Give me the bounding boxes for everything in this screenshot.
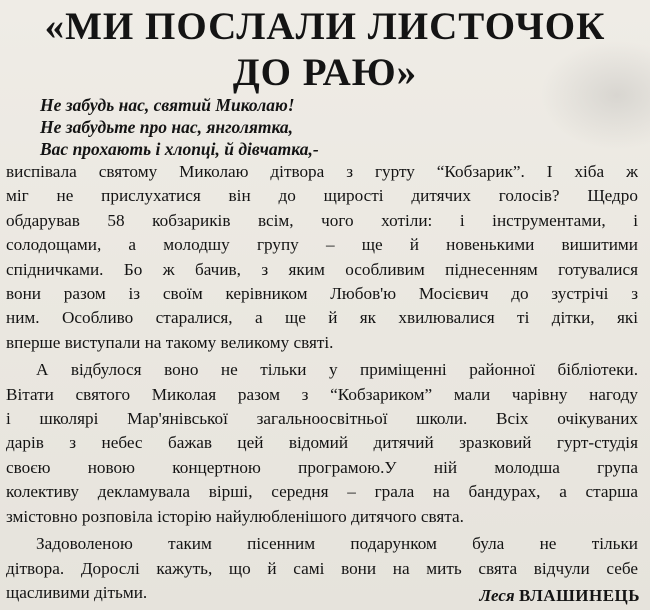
headline-line-1: «МИ ПОСЛАЛИ ЛИСТОЧОК — [44, 5, 606, 48]
text-line: міг не прислухатися він до щирості дитячих голосів? Щедро — [6, 186, 638, 206]
author-surname: ВЛАШИНЕЦЬ — [518, 586, 640, 605]
text-line: Вітати святого Миколая разом з “Кобзариком” мали чарівну нагоду — [6, 384, 638, 404]
text-line: солодощами, а молодшу групу – ще й новенькими вишитими — [6, 235, 638, 255]
author-signature — [479, 585, 640, 607]
poem-line: Не забудьте про нас, янголятка, — [40, 117, 294, 137]
headline-line-2: ДО РАЮ» — [232, 51, 418, 94]
article-headline — [0, 4, 650, 96]
text-line: виспівала святому Миколаю дітвора з гурту “Кобзарик”. І хіба ж — [6, 162, 638, 181]
text-line: А відбулося воно не тільки у приміщенні районної бібліотеки. — [36, 360, 638, 380]
text-line: вперше виступали на такому великому святі. — [6, 332, 334, 352]
text-line: дітвора. Дорослі кажуть, що й самі вони на мить свята відчули себе — [6, 558, 638, 578]
poem-quote — [40, 94, 319, 160]
poem-line: Вас прохають і хлопці, й дівчатка,- — [40, 139, 319, 159]
text-line: вони разом із своїм керівником Любов'ю Мосієвич до зустрічі з — [6, 284, 638, 304]
text-line: обдарував 58 кобзариків всім, чого хотіли: і інструментами, і — [6, 210, 638, 230]
text-line: щасливими дітьми. — [6, 582, 148, 602]
text-line: спідничками. Бо ж бачив, з яким особливим піднесенням готувалися — [6, 259, 638, 279]
text-line: своєю новою концертною програмою.У ній молодша група — [6, 457, 638, 477]
text-line: колективу декламувала вірші, середня – грала на бандурах, а старша — [6, 482, 638, 502]
author-first-name: Леся — [479, 586, 515, 605]
paragraph-1 — [6, 160, 638, 355]
article-body — [6, 160, 638, 605]
text-line: ним. Особливо старалися, а ще й як хвилювалися ті дітки, які — [6, 308, 638, 328]
text-line: Задоволеною таким пісенним подарунком була не тільки — [36, 534, 638, 554]
text-line: дарів з небес бажав цей відомий дитячий зразковий гурт-студія — [6, 433, 638, 453]
poem-line: Не забудь нас, святий Миколаю! — [40, 95, 295, 115]
text-line: і школярі Мар'янівської загальноосвітньої школи. Всіх очікуваних — [6, 409, 638, 429]
text-line: змістовно розповіла історію найулюбленішого дитячого свята. — [6, 506, 464, 526]
paragraph-2 — [6, 358, 638, 529]
